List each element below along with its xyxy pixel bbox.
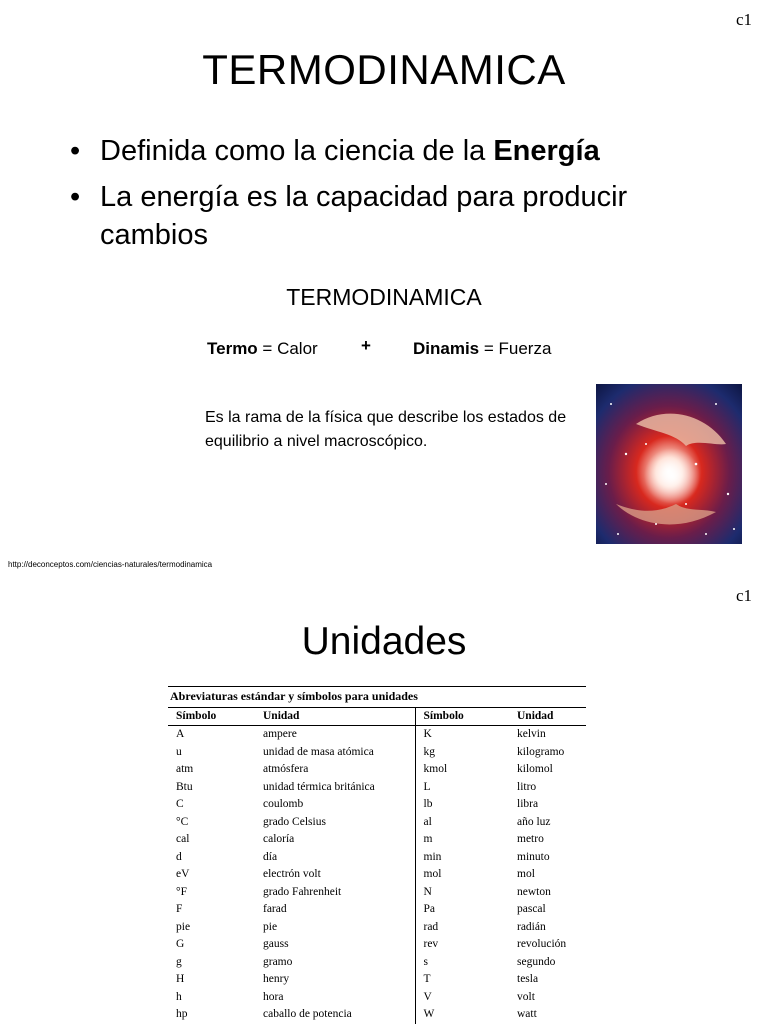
slide-unidades — [0, 580, 768, 1024]
table-row — [168, 954, 586, 972]
units-grid — [168, 708, 586, 1024]
cell-unit: caballo de potencia — [263, 1008, 352, 1020]
cell-symbol: kg — [415, 744, 509, 762]
cell-unit: henry — [263, 973, 290, 985]
header-symbol: Símbolo — [415, 708, 509, 726]
cell-symbol: A — [176, 728, 185, 740]
cell-unit: revolución — [517, 938, 567, 950]
header-unit: Unidad — [255, 708, 415, 726]
cell-symbol: kmol — [415, 761, 509, 779]
units-table — [168, 686, 586, 1024]
cell-unit: kilomol — [517, 763, 553, 775]
cell-unit: hora — [263, 990, 284, 1003]
header-unit: Unidad — [509, 708, 586, 726]
cell-symbol: H — [176, 973, 185, 985]
cell-symbol: W — [415, 1006, 509, 1024]
cell-unit: atmósfera — [263, 763, 309, 775]
bullet-bold-text: Energía — [493, 135, 600, 167]
cell-symbol: h — [176, 990, 182, 1003]
table-row — [168, 796, 586, 814]
cell-symbol: L — [415, 779, 509, 797]
cell-symbol: K — [415, 726, 509, 744]
cell-symbol: al — [415, 814, 509, 832]
table-row — [168, 1006, 586, 1024]
dinamis-word: Dinamis — [413, 339, 480, 358]
table-caption: Abreviaturas estándar y símbolos para unidades — [168, 686, 586, 708]
termo-word: Termo — [207, 339, 258, 358]
cell-symbol: V — [415, 989, 509, 1007]
cell-symbol: rad — [415, 919, 509, 937]
bullet-dot-icon: • — [70, 135, 81, 167]
cell-symbol: C — [176, 798, 184, 810]
bullet-text: Definida como la ciencia de la — [100, 135, 494, 167]
cell-unit: kelvin — [517, 728, 546, 740]
slide-title: TERMODINAMICA — [202, 46, 566, 93]
table-row — [168, 814, 586, 832]
energy-hands-image — [596, 384, 742, 544]
description-text: Es la rama de la física que describe los estados de equilibrio a nivel macroscópico. — [205, 409, 567, 450]
table-row — [168, 866, 586, 884]
cell-unit: mol — [517, 868, 535, 880]
cell-symbol: N — [415, 884, 509, 902]
cell-symbol: eV — [176, 868, 190, 880]
cell-symbol: Btu — [176, 780, 193, 793]
cell-unit: coulomb — [263, 798, 304, 810]
termo-definition — [207, 339, 318, 359]
slide-title: Unidades — [301, 620, 467, 663]
bullet-text: La energía es la capacidad para producir cambios — [100, 181, 628, 251]
cell-unit: minuto — [517, 850, 550, 863]
cell-symbol: mol — [415, 866, 509, 884]
cell-unit: caloría — [263, 833, 295, 845]
cell-unit: newton — [517, 885, 551, 898]
cell-unit: farad — [263, 903, 287, 915]
cell-unit: grado Celsius — [263, 815, 326, 828]
header-symbol: Símbolo — [168, 708, 255, 726]
cell-unit: electrón volt — [263, 868, 321, 880]
cell-unit: litro — [517, 780, 537, 793]
cell-unit: unidad térmica británica — [263, 780, 375, 793]
cell-symbol: atm — [176, 763, 194, 775]
slide-code: c1 — [735, 586, 752, 605]
cell-symbol: lb — [415, 796, 509, 814]
table-row — [168, 744, 586, 762]
table-row — [168, 989, 586, 1007]
table-row — [168, 971, 586, 989]
subtitle: TERMODINAMICA — [286, 284, 482, 310]
cell-unit: radián — [517, 920, 546, 933]
bullet-item — [70, 132, 710, 170]
table-row — [168, 726, 586, 744]
cell-symbol: T — [415, 971, 509, 989]
table-row — [168, 901, 586, 919]
bullet-list — [70, 132, 710, 262]
table-row — [168, 831, 586, 849]
cell-symbol: pie — [176, 920, 191, 933]
source-url: http://deconceptos.com/ciencias-naturales/termodinamica — [8, 560, 213, 569]
table-row — [168, 884, 586, 902]
cell-unit: kilogramo — [517, 745, 565, 758]
cell-symbol: s — [415, 954, 509, 972]
table-row — [168, 849, 586, 867]
cell-unit: pie — [263, 920, 278, 933]
bullet-dot-icon: • — [70, 181, 81, 213]
table-header-row — [168, 708, 586, 726]
cell-symbol: F — [176, 903, 183, 915]
cell-unit: metro — [517, 833, 544, 845]
table-row — [168, 919, 586, 937]
cell-symbol: G — [176, 938, 185, 950]
cell-symbol: cal — [176, 833, 190, 845]
cell-unit: gauss — [263, 938, 289, 950]
cell-unit: ampere — [263, 728, 297, 740]
cell-unit: pascal — [517, 903, 546, 915]
cell-unit: grado Fahrenheit — [263, 885, 342, 898]
cell-unit: libra — [517, 798, 539, 810]
cell-unit: tesla — [517, 973, 539, 985]
dinamis-meaning: = Fuerza — [479, 339, 552, 358]
cell-symbol: Pa — [415, 901, 509, 919]
slide-code: c1 — [735, 10, 752, 29]
cell-symbol: d — [176, 850, 182, 863]
table-row — [168, 761, 586, 779]
cell-unit: volt — [517, 990, 535, 1003]
cell-unit: día — [263, 850, 278, 863]
table-row — [168, 936, 586, 954]
termo-meaning: = Calor — [257, 339, 318, 358]
dinamis-definition — [413, 339, 551, 359]
cell-symbol: rev — [415, 936, 509, 954]
cell-unit: watt — [517, 1008, 537, 1020]
cell-unit: unidad de masa atómica — [263, 745, 374, 758]
cell-unit: año luz — [517, 815, 551, 828]
cell-symbol: u — [176, 745, 182, 758]
cell-symbol: °F — [176, 885, 187, 898]
cell-symbol: min — [415, 849, 509, 867]
cell-symbol: °C — [176, 815, 189, 828]
plus-sign: + — [361, 336, 371, 355]
cell-symbol: m — [415, 831, 509, 849]
table-row — [168, 779, 586, 797]
cell-symbol: hp — [176, 1008, 188, 1020]
cell-unit: segundo — [517, 955, 556, 968]
cell-symbol: g — [176, 955, 182, 968]
cell-unit: gramo — [263, 955, 293, 968]
bullet-item — [70, 178, 710, 254]
